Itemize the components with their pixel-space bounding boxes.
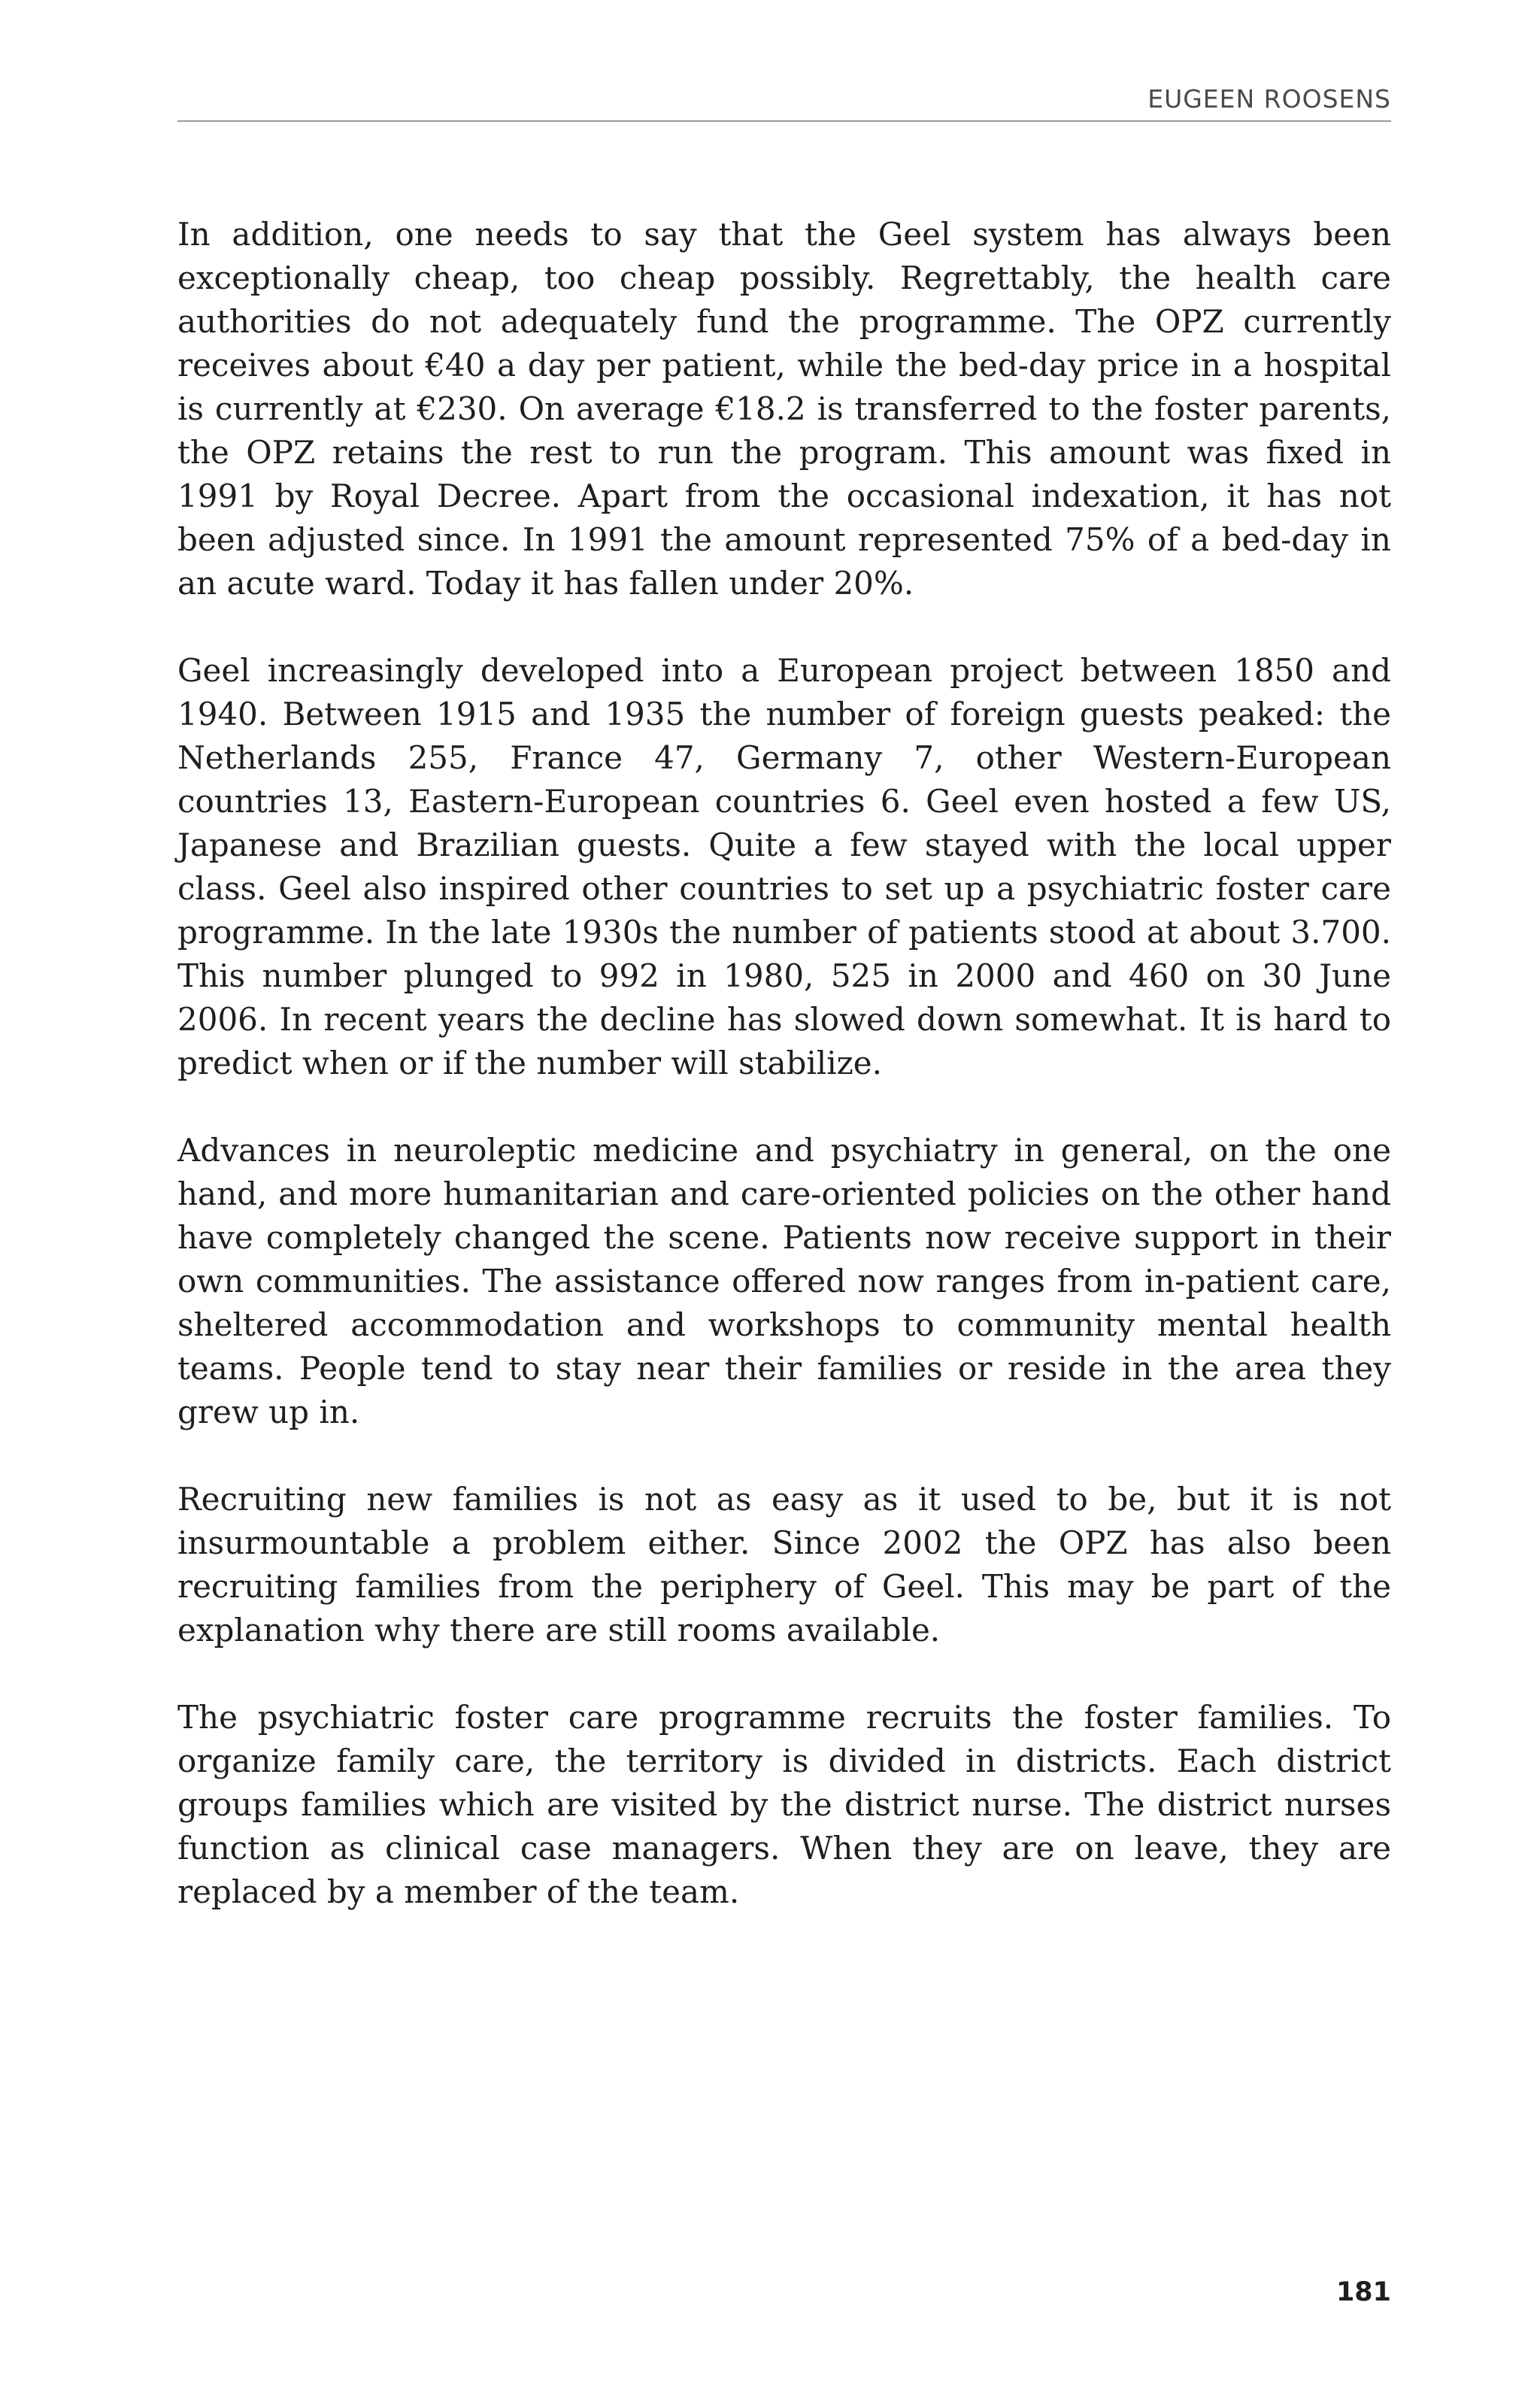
paragraph: Geel increasingly developed into a European project between 1850 and 1940. Between 1915 and 1935 the number of foreign guests peaked: the Netherlands 255, France 47, Germany 7, other Western-European countries 13, Eastern-European countries 6. Geel even hosted a few US, Japanese and Brazilian guests. Quite a few stayed with the local upper class. Geel also inspired other countries to set up a psychiatric foster care programme. In the late 1930s the number of patients stood at about 3.700. This number plunged to 992 in 1980, 525 in 2000 and 460 on 30 June 2006. In recent years the decline has slowed down somewhat. It is hard to predict when or if the number will stabilize. bbox=[177, 652, 1391, 1081]
running-header-author: EUGEEN ROOSENS bbox=[1147, 84, 1391, 114]
paragraph: Recruiting new families is not as easy as it used to be, but it is not insurmountable a problem either. Since 2002 the OPZ has also been recruiting families from the periphery of Geel. This may be part of the explanation why there are still rooms available. bbox=[177, 1481, 1391, 1648]
body-text bbox=[177, 213, 1391, 1958]
paragraph: The psychiatric foster care programme recruits the foster families. To organize family care, the territory is divided in districts. Each district groups families which are visited by the district nurse. The district nurses function as clinical case managers. When they are on leave, they are replaced by a member of the team. bbox=[177, 1699, 1391, 1910]
paragraph: In addition, one needs to say that the Geel system has always been exceptionally cheap, too cheap possibly. Regrettably, the health care authorities do not adequately fund the programme. The OPZ currently receives about €40 a day per patient, while the bed-day price in a hospital is currently at €230. On average €18.2 is transferred to the foster parents, the OPZ retains the rest to run the program. This amount was fixed in 1991 by Royal Decree. Apart from the occasional indexation, it has not been adjusted since. In 1991 the amount represented 75% of a bed-day in an acute ward. Today it has fallen under 20%. bbox=[177, 216, 1391, 602]
paragraph: Advances in neuroleptic medicine and psychiatry in general, on the one hand, and more humanitarian and care-oriented policies on the other hand have completely changed the scene. Patients now receive support in their own communities. The assistance offered now ranges from in-patient care, sheltered accommodation and workshops to community mental health teams. People tend to stay near their families or reside in the area they grew up in. bbox=[177, 1132, 1391, 1430]
page-number: 181 bbox=[1335, 2277, 1391, 2307]
running-header bbox=[177, 81, 1391, 122]
